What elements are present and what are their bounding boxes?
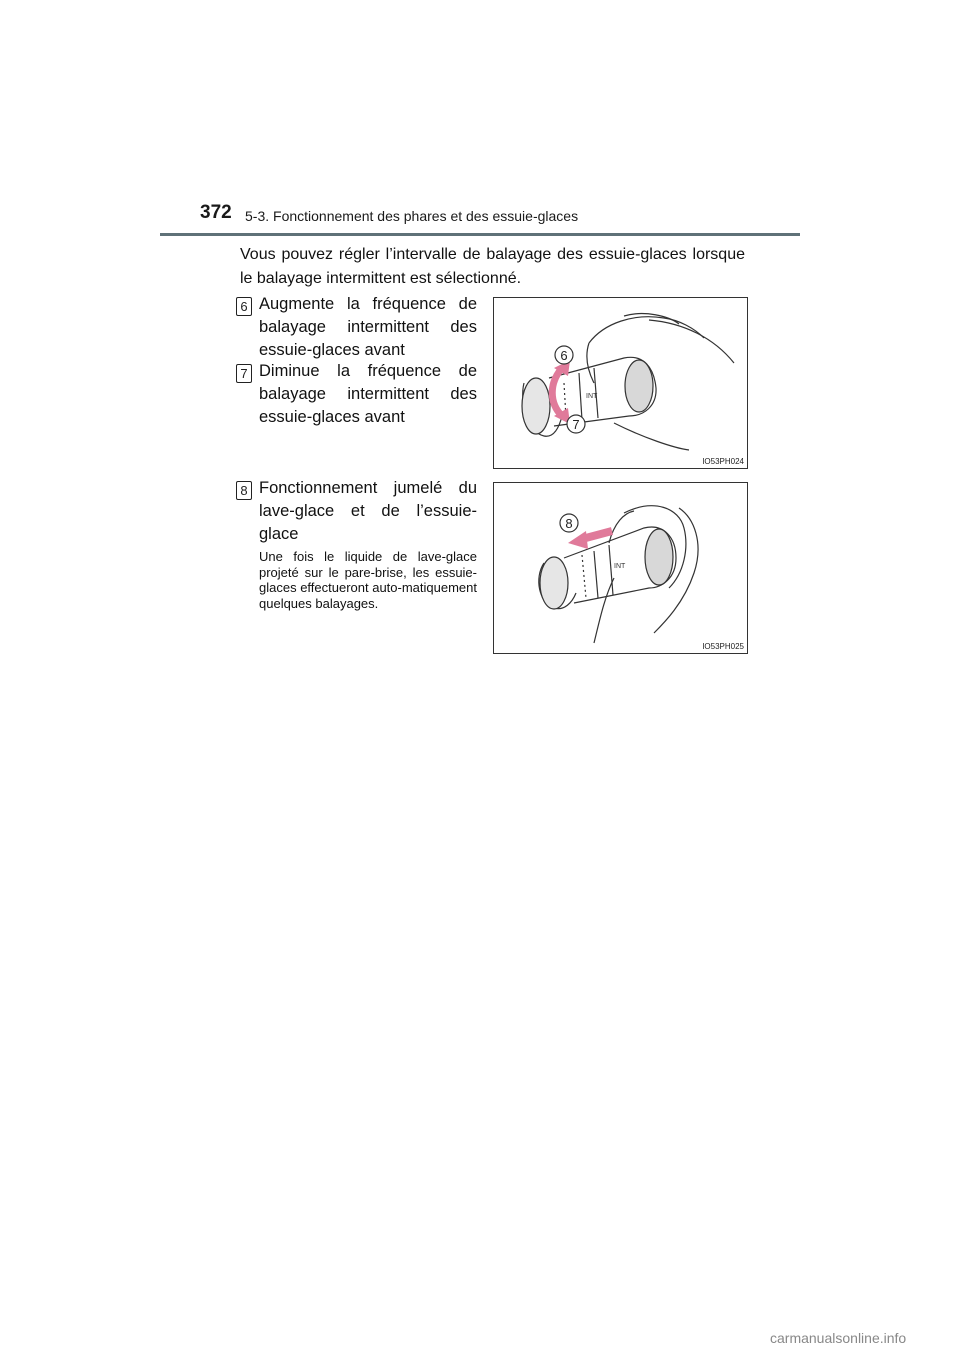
header-rule	[160, 233, 800, 236]
item-text-6: Augmente la fréquence de balayage intermittent des essuie-glaces avant	[259, 295, 477, 359]
pull-arrow-head	[568, 531, 588, 549]
figure-washer-wiper	[493, 482, 748, 654]
wiper-lever-illustration	[494, 298, 747, 468]
page-number: 372	[200, 202, 232, 223]
item-text-7: Diminue la fréquence de balayage intermittent des essuie-glaces avant	[259, 362, 477, 426]
item-number-8: 8	[236, 481, 252, 500]
item-number-7: 7	[236, 364, 252, 383]
callout-6: 6	[560, 348, 568, 363]
washer-lever-illustration	[494, 483, 747, 653]
item-number-6: 6	[236, 297, 252, 316]
rotate-arrow	[552, 368, 562, 416]
callout-7: 7	[572, 417, 580, 432]
figure-code-2: IO53PH025	[702, 642, 744, 651]
item-text-8: Fonctionnement jumelé du lave-glace et de l’essuie-glace	[259, 479, 477, 543]
item-note-8: Une fois le liquide de lave-glace projeté sur le pare-brise, les essuie-glaces effectueront auto-matiquement quelques balayages.	[259, 549, 478, 611]
callout-8: 8	[565, 516, 573, 531]
section-title: 5-3. Fonctionnement des phares et des essuie-glaces	[245, 208, 579, 224]
figure-wiper-interval	[493, 297, 748, 469]
intro-paragraph: Vous pouvez régler l’intervalle de balayage des essuie-glaces lorsque le balayage intermittent est sélectionné.	[240, 246, 745, 287]
figure-code: IO53PH024	[702, 457, 744, 466]
switch-mark-int: INT	[586, 393, 598, 400]
watermark: carmanualsonline.info	[770, 1330, 907, 1346]
switch-mark-int-2: INT	[614, 563, 626, 570]
